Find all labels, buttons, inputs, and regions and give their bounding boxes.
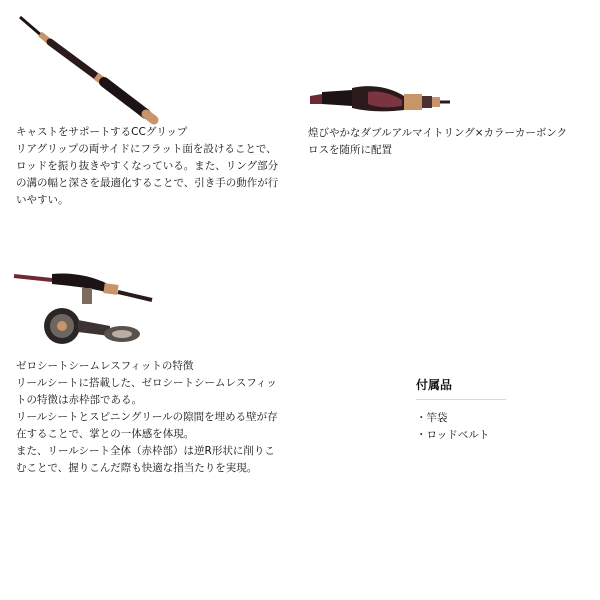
text-line: リールシートに搭載した、ゼロシートシームレスフィッ (16, 377, 277, 389)
text-line: むことで、握りこんだ際も快適な指当たりを実現。 (16, 462, 258, 474)
text-line: ロスを随所に配置 (308, 144, 392, 156)
feature-rings (308, 125, 596, 159)
rear-grip-image (18, 14, 160, 126)
text-line: 在することで、掌との一体感を体現。 (16, 428, 195, 440)
feature-reel-seat (16, 358, 306, 477)
text-line: リールシートとスピニングリールの隙間を埋める壁が存 (16, 411, 278, 423)
feature-rings-title: 煌びやかなダブルアルマイトリング×カラーカーボンク (308, 127, 568, 139)
feature-reel-seat-description (16, 375, 306, 477)
feature-reel-seat-title: ゼロシートシームレスフィットの特徴 (16, 360, 194, 372)
feature-grip (16, 124, 296, 209)
divider (416, 399, 506, 400)
feature-rings-description (308, 142, 596, 159)
text-line: リアグリップの両サイドにフラット面を設けることで、 (16, 143, 277, 155)
accessories-list (416, 410, 566, 444)
text-line: ロッドを振り抜きやすくなっている。また、リング部分 (16, 160, 279, 172)
text-line: また、リールシート全体（赤枠部）は逆R形状に削りこ (16, 445, 275, 457)
text-line: トの特徴は赤枠部である。 (16, 394, 142, 406)
accessories-heading: 付属品 (416, 378, 453, 392)
reel-seat-image (308, 82, 450, 122)
rod-and-reel-image (12, 270, 154, 350)
list-item: ・ロッドベルト (416, 429, 490, 441)
text-line: いやすい。 (16, 194, 69, 206)
accessories-section (416, 376, 566, 444)
feature-grip-description (16, 141, 296, 209)
text-line: の溝の幅と深さを最適化することで、引き手の動作が行 (16, 177, 279, 189)
list-item: ・竿袋 (416, 412, 448, 424)
feature-grip-title: キャストをサポートするCCグリップ (16, 126, 188, 138)
